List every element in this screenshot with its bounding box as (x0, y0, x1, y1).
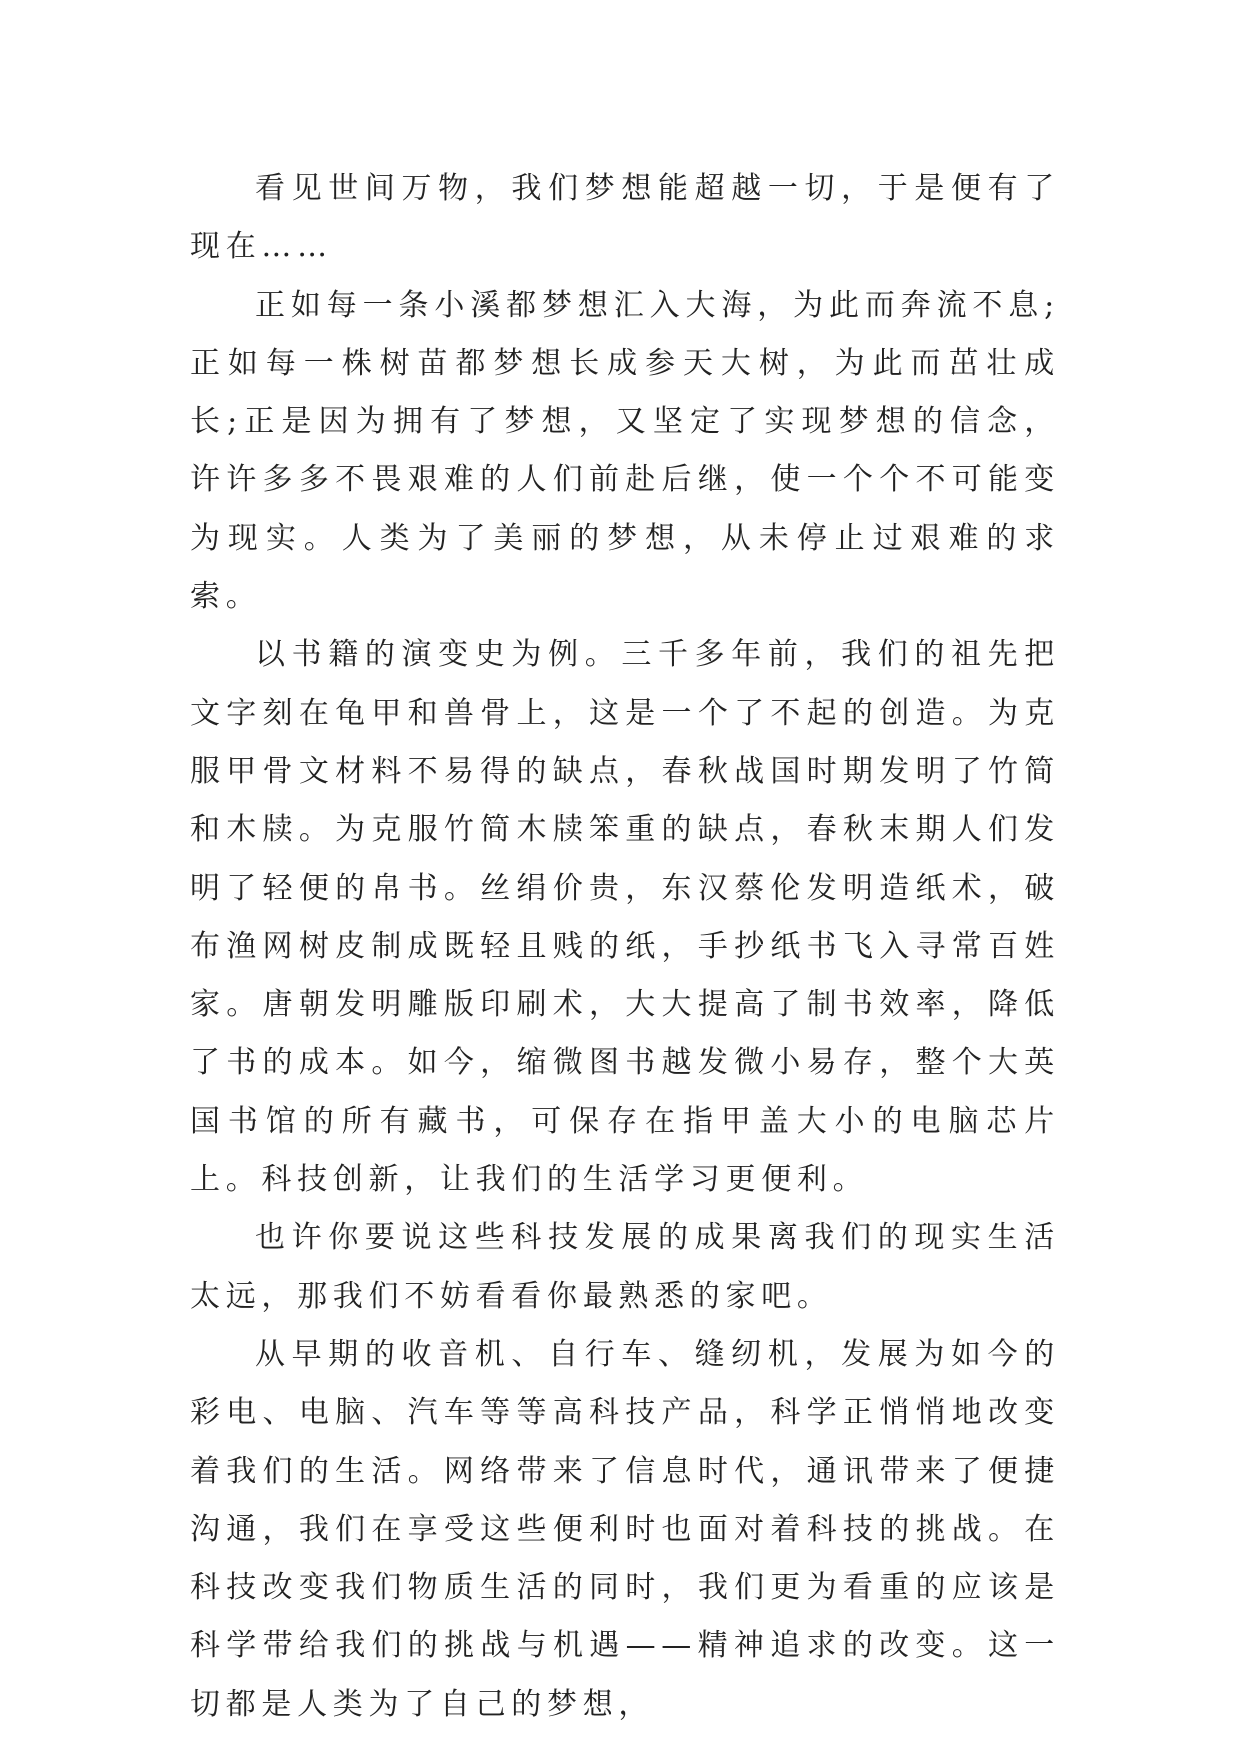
paragraph-1: 看见世间万物，我们梦想能超越一切，于是便有了现在…… (190, 171, 1060, 265)
document-body (190, 160, 1060, 1734)
paragraph-3: 以书籍的演变史为例。三千多年前，我们的祖先把文字刻在龟甲和兽骨上，这是一个了不起的创造。为克服甲骨文材料不易得的缺点，春秋战国时期发明了竹简和木牍。为克服竹简木牍笨重的缺点，春秋末期人们发明了轻便的帛书。丝绢价贵，东汉蔡伦发明造纸术，破布渔网树皮制成既轻且贱的纸，手抄纸书飞入寻常百姓家。唐朝发明雕版印刷术，大大提高了制书效率，降低了书的成本。如今，缩微图书越发微小易存，整个大英国书馆的所有藏书，可保存在指甲盖大小的电脑芯片上。科技创新，让我们的生活学习更便利。 (190, 637, 1060, 1198)
paragraph-2: 正如每一条小溪都梦想汇入大海，为此而奔流不息;正如每一株树苗都梦想长成参天大树，为此而茁壮成长;正是因为拥有了梦想，又坚定了实现梦想的信念，许许多多不畏艰难的人们前赴后继，使一个个不可能变为现实。人类为了美丽的梦想，从未停止过艰难的求索。 (190, 287, 1060, 615)
paragraph-4: 也许你要说这些科技发展的成果离我们的现实生活太远，那我们不妨看看你最熟悉的家吧。 (190, 1220, 1060, 1314)
paragraph-5: 从早期的收音机、自行车、缝纫机，发展为如今的彩电、电脑、汽车等等高科技产品，科学正悄悄地改变着我们的生活。网络带来了信息时代，通讯带来了便捷沟通，我们在享受这些便利时也面对着科技的挑战。在科技改变我们物质生活的同时，我们更为看重的应该是科学带给我们的挑战与机遇——精神追求的改变。这一切都是人类为了自己的梦想， (190, 1336, 1060, 1722)
